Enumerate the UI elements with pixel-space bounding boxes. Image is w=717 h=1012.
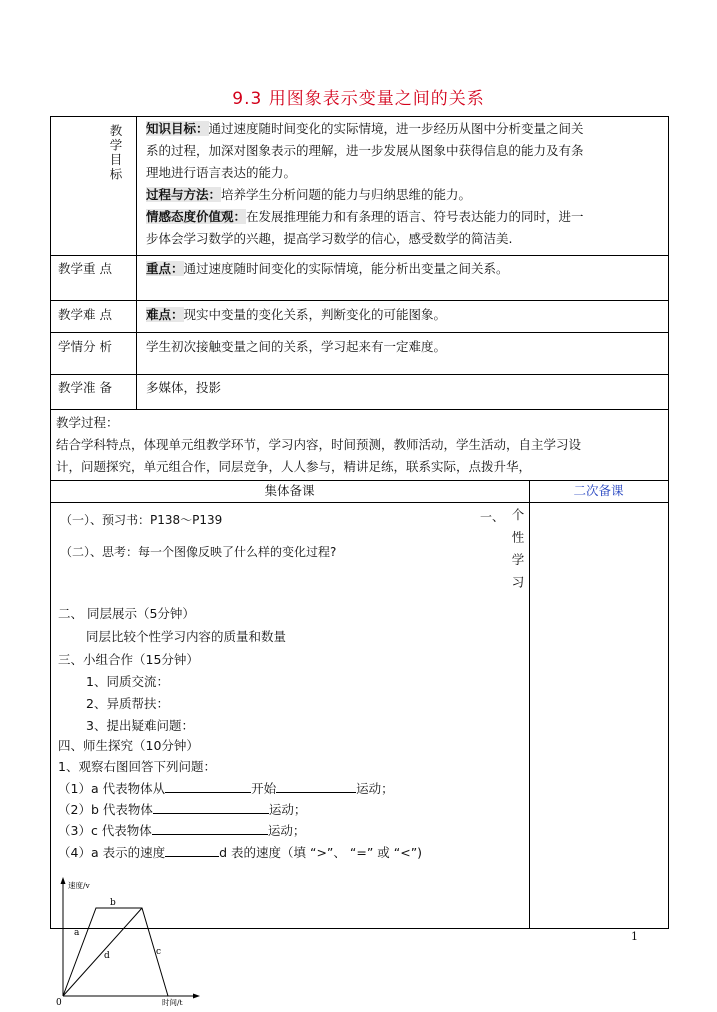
page-title: 9.3 用图象表示变量之间的关系 (232, 89, 485, 109)
segment-b-label: b (110, 898, 116, 908)
table-border (50, 116, 669, 117)
section-3-heading: 三、小组合作（15分钟） (58, 652, 199, 667)
collective-prep-header: 集体备课 (264, 483, 315, 498)
origin-label: 0 (56, 998, 62, 1006)
segment-a-label: a (74, 928, 80, 938)
analysis-label: 学情分 析 (58, 339, 112, 354)
x-axis-arrow (193, 994, 200, 999)
prep-label: 教学准 备 (58, 380, 112, 395)
table-border (50, 116, 51, 928)
process-label: 过程与方法： (146, 187, 222, 202)
table-border (50, 300, 669, 301)
table-border (50, 374, 669, 375)
segment-d-label: d (104, 951, 110, 961)
emotion-line-1: 情感态度价值观：在发展推理能力和有条理的语言、符号表达能力的同时，进一 (146, 209, 584, 224)
process-line-1: 结合学科特点，体现单元组教学环节，学习内容，时间预测，教师活动，学生活动，自主学习设 (56, 437, 582, 452)
knowledge-line-3: 理地进行语言表达的能力。 (146, 165, 297, 180)
table-border (668, 116, 669, 928)
x-axis-label: 时间/t (162, 998, 183, 1006)
blank-field[interactable] (152, 821, 268, 835)
section-3-item-2: 2、异质帮扶： (86, 696, 169, 711)
preview-line: （一）、预习书：P138～P139 (60, 513, 223, 527)
key-tag: 重点： (146, 261, 184, 276)
knowledge-label: 知识目标： (146, 121, 209, 136)
key-label: 教学重 点 (58, 261, 112, 276)
difficulty-label: 教学难 点 (58, 307, 112, 322)
table-border (50, 502, 669, 503)
speed-time-graph (52, 874, 202, 1006)
question-1: （1）a 代表物体从 开始 运动； (58, 781, 394, 796)
section-3-item-1: 1、同质交流： (86, 674, 169, 689)
section-2-heading: 二、 同层展示（5分钟） (58, 606, 195, 621)
objectives-label: 教学目标 (108, 124, 123, 182)
table-border (529, 480, 530, 928)
section-3-item-3: 3、提出疑难问题： (86, 718, 194, 733)
table-border (50, 332, 669, 333)
blank-field[interactable] (276, 779, 356, 793)
segment-c-label: c (156, 947, 162, 957)
key-text: 重点：通过速度随时间变化的实际情境，能分析出变量之间关系。 (146, 261, 509, 276)
blank-field[interactable] (165, 843, 219, 857)
table-border (50, 255, 669, 256)
side-vertical-label: 个性学习 (510, 508, 525, 598)
section-2-text: 同层比较个性学习内容的质量和数量 (86, 629, 287, 644)
knowledge-line-2: 系的过程，加深对图象表示的理解，进一步发展从图象中获得信息的能力及有条 (146, 143, 584, 158)
difficulty-text: 难点：现实中变量的变化关系，判断变化的可能图象。 (146, 307, 447, 322)
process-line-2: 计，问题探究，单元组合作，同层竞争，人人参与，精讲足练，联系实际，点拨升华， (56, 459, 532, 474)
question-2: （2）b 代表物体 运动； (58, 802, 307, 817)
secondary-prep-header: 二次备课 (573, 483, 624, 498)
prep-text: 多媒体，投影 (146, 380, 222, 395)
difficulty-tag: 难点： (146, 307, 184, 322)
blank-field[interactable] (153, 800, 269, 814)
section-4-heading: 四、师生探究（10分钟） (58, 738, 199, 753)
page-number: 1 (631, 930, 638, 943)
path-d (63, 908, 142, 996)
emotion-label: 情感态度价值观： (146, 209, 247, 224)
knowledge-line-1: 知识目标：通过速度随时间变化的实际情境，进一步经历从图中分析变量之间关 (146, 121, 584, 136)
analysis-text: 学生初次接触变量之间的关系，学习起来有一定难度。 (146, 339, 447, 354)
trapezoid-path-abc (63, 908, 168, 996)
question-intro: 1、观察右图回答下列问题： (58, 759, 216, 774)
table-border (136, 116, 137, 409)
side-section-number: 一、 (480, 510, 505, 524)
question-3: （3）c 代表物体 运动； (58, 823, 306, 838)
blank-field[interactable] (165, 779, 251, 793)
think-line: （二）、思考：每一个图像反映了什么样的变化过程? (60, 545, 337, 559)
emotion-line-2: 步体会学习数学的兴趣，提高学习数学的信心，感受数学的简洁美. (146, 231, 513, 246)
y-axis-label: 速度/v (68, 881, 90, 890)
process-heading: 教学过程： (56, 415, 119, 430)
table-border (50, 409, 669, 410)
question-4: （4）a 表示的速度 d 表的速度（填 “>”、 “=” 或 “<”) (58, 845, 423, 860)
y-axis-arrow (61, 877, 66, 884)
process-line: 过程与方法：培养学生分析问题的能力与归纳思维的能力。 (146, 187, 472, 202)
